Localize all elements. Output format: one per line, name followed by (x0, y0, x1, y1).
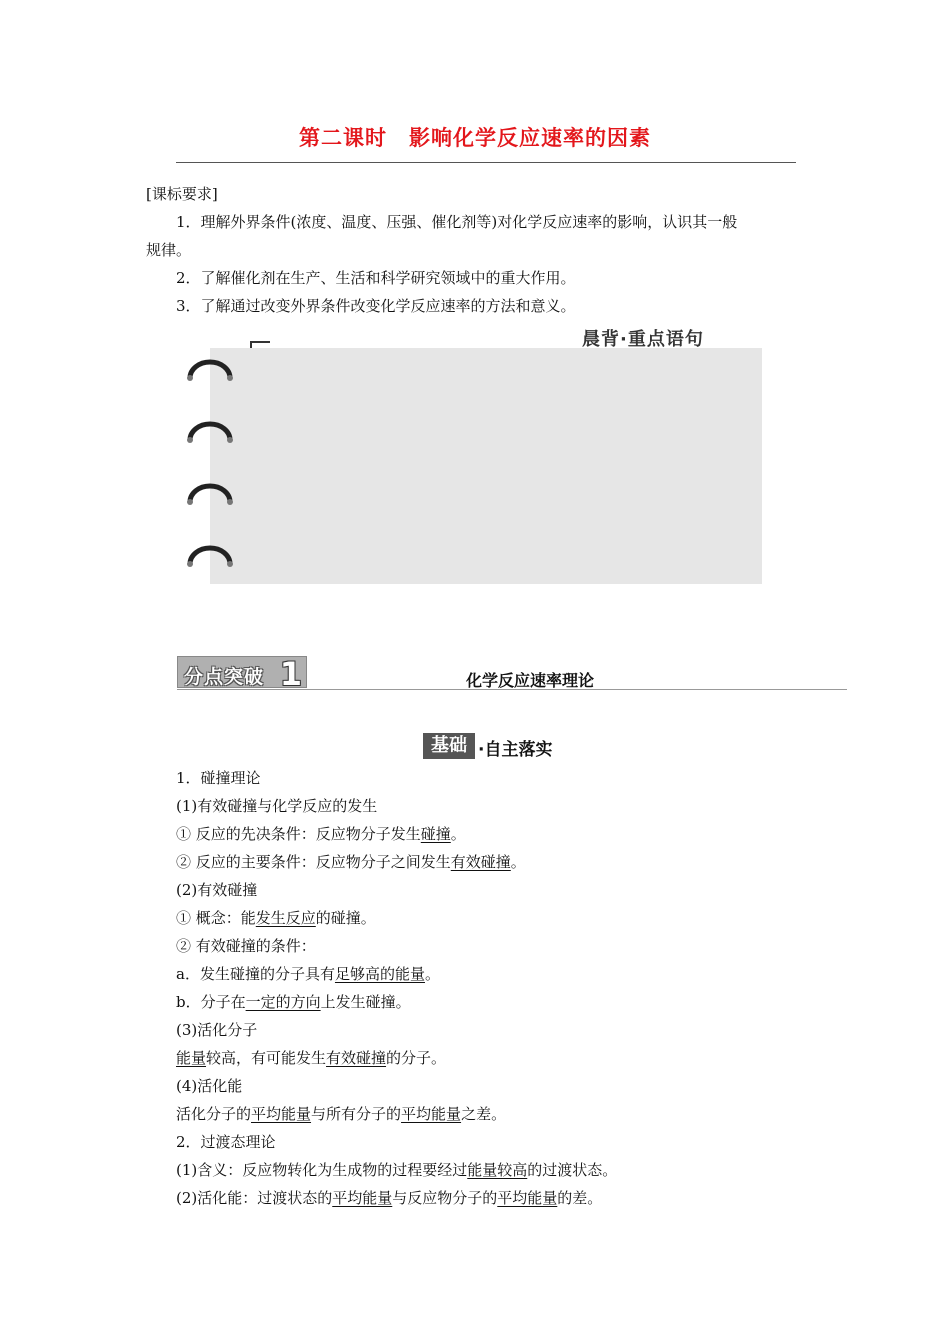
text-segment: 与反应物分子的 (392, 1189, 498, 1207)
underlined-answer: 有效碰撞 (450, 853, 511, 871)
binder-ring-icon (184, 420, 236, 446)
body-line: (3)活化分子 (176, 1021, 258, 1039)
text-segment: 的分子。 (386, 1049, 447, 1067)
title-divider (176, 162, 796, 163)
text-segment: b．分子在 (176, 993, 246, 1011)
text-segment: (2)活化能：过渡状态的 (176, 1189, 333, 1207)
underlined-answer: 平均能量 (497, 1189, 558, 1207)
key-sentences-box (210, 348, 762, 584)
subhead-text: ·自主落实 (478, 740, 553, 760)
text-segment: 。 (450, 825, 466, 843)
binder-ring-icon (184, 544, 236, 570)
body-line: (1)有效碰撞与化学反应的发生 (176, 797, 378, 815)
body-line (176, 1188, 602, 1208)
underlined-answer: 能量 (176, 1049, 207, 1067)
text-segment: ① 概念：能 (176, 909, 256, 927)
text-segment: ① 反应的先决条件：反应物分子发生 (176, 825, 421, 843)
underlined-answer: 平均能量 (401, 1105, 462, 1123)
underlined-answer: 足够高的能量 (334, 965, 425, 983)
text-segment: 的碰撞。 (315, 909, 376, 927)
body-line (176, 992, 411, 1012)
underlined-answer: 发生反应 (255, 909, 316, 927)
text-segment: 的差。 (557, 1189, 603, 1207)
body-line (176, 964, 440, 984)
page-title: 第二课时 影响化学反应速率的因素 (299, 126, 651, 150)
underlined-answer: 碰撞 (420, 825, 451, 843)
underlined-answer: 有效碰撞 (326, 1049, 387, 1067)
requirement-2: 2．了解催化剂在生产、生活和科学研究领域中的重大作用。 (176, 269, 576, 287)
text-segment: 。 (424, 965, 440, 983)
body-line (176, 852, 526, 872)
section-title: 化学反应速率理论 (465, 671, 594, 690)
underlined-answer: 一定的方向 (245, 993, 321, 1011)
underlined-answer: 能量较高 (467, 1161, 528, 1179)
requirement-1-line2: 规律。 (146, 241, 192, 259)
binder-ring-icon (184, 358, 236, 384)
body-line (176, 908, 376, 928)
text-segment: 的过渡状态。 (527, 1161, 618, 1179)
body-line: (4)活化能 (176, 1077, 243, 1095)
text-segment: 较高，有可能发生 (206, 1049, 327, 1067)
section-divider (177, 689, 847, 690)
requirement-1-line1: 1．理解外界条件(浓度、温度、压强、催化剂等)对化学反应速率的影响，认识其一般 (176, 213, 738, 231)
body-line (176, 1160, 617, 1180)
text-segment: ② 反应的主要条件：反应物分子之间发生 (176, 853, 451, 871)
text-segment: 活化分子的 (176, 1105, 252, 1123)
body-line: ② 有效碰撞的条件： (176, 937, 316, 955)
body-line: 2．过渡态理论 (176, 1133, 276, 1151)
section-badge-number: 1 (279, 655, 302, 693)
text-segment: 之差。 (461, 1105, 507, 1123)
requirements-heading: [课标要求] (146, 185, 218, 203)
section-badge (177, 655, 307, 693)
text-segment: 上发生碰撞。 (320, 993, 411, 1011)
text-segment: (1)含义：反应物转化为生成物的过程要经过 (176, 1161, 468, 1179)
underlined-answer: 平均能量 (332, 1189, 393, 1207)
binder-ring-icon (184, 482, 236, 508)
text-segment: 。 (510, 853, 526, 871)
text-segment: a．发生碰撞的分子具有 (176, 965, 335, 983)
section-badge-label: 分点突破 (184, 666, 265, 688)
body-line (176, 1048, 446, 1068)
body-line: 1．碰撞理论 (176, 769, 261, 787)
key-sentences-header: 晨背·重点语句 (582, 329, 704, 348)
body-line (176, 824, 466, 844)
underlined-answer: 平均能量 (251, 1105, 312, 1123)
requirement-3: 3．了解通过改变外界条件改变化学反应速率的方法和意义。 (176, 297, 576, 315)
body-line: (2)有效碰撞 (176, 881, 258, 899)
subhead-box: 基础 (423, 733, 475, 759)
body-line (176, 1104, 506, 1124)
text-segment: 与所有分子的 (311, 1105, 402, 1123)
